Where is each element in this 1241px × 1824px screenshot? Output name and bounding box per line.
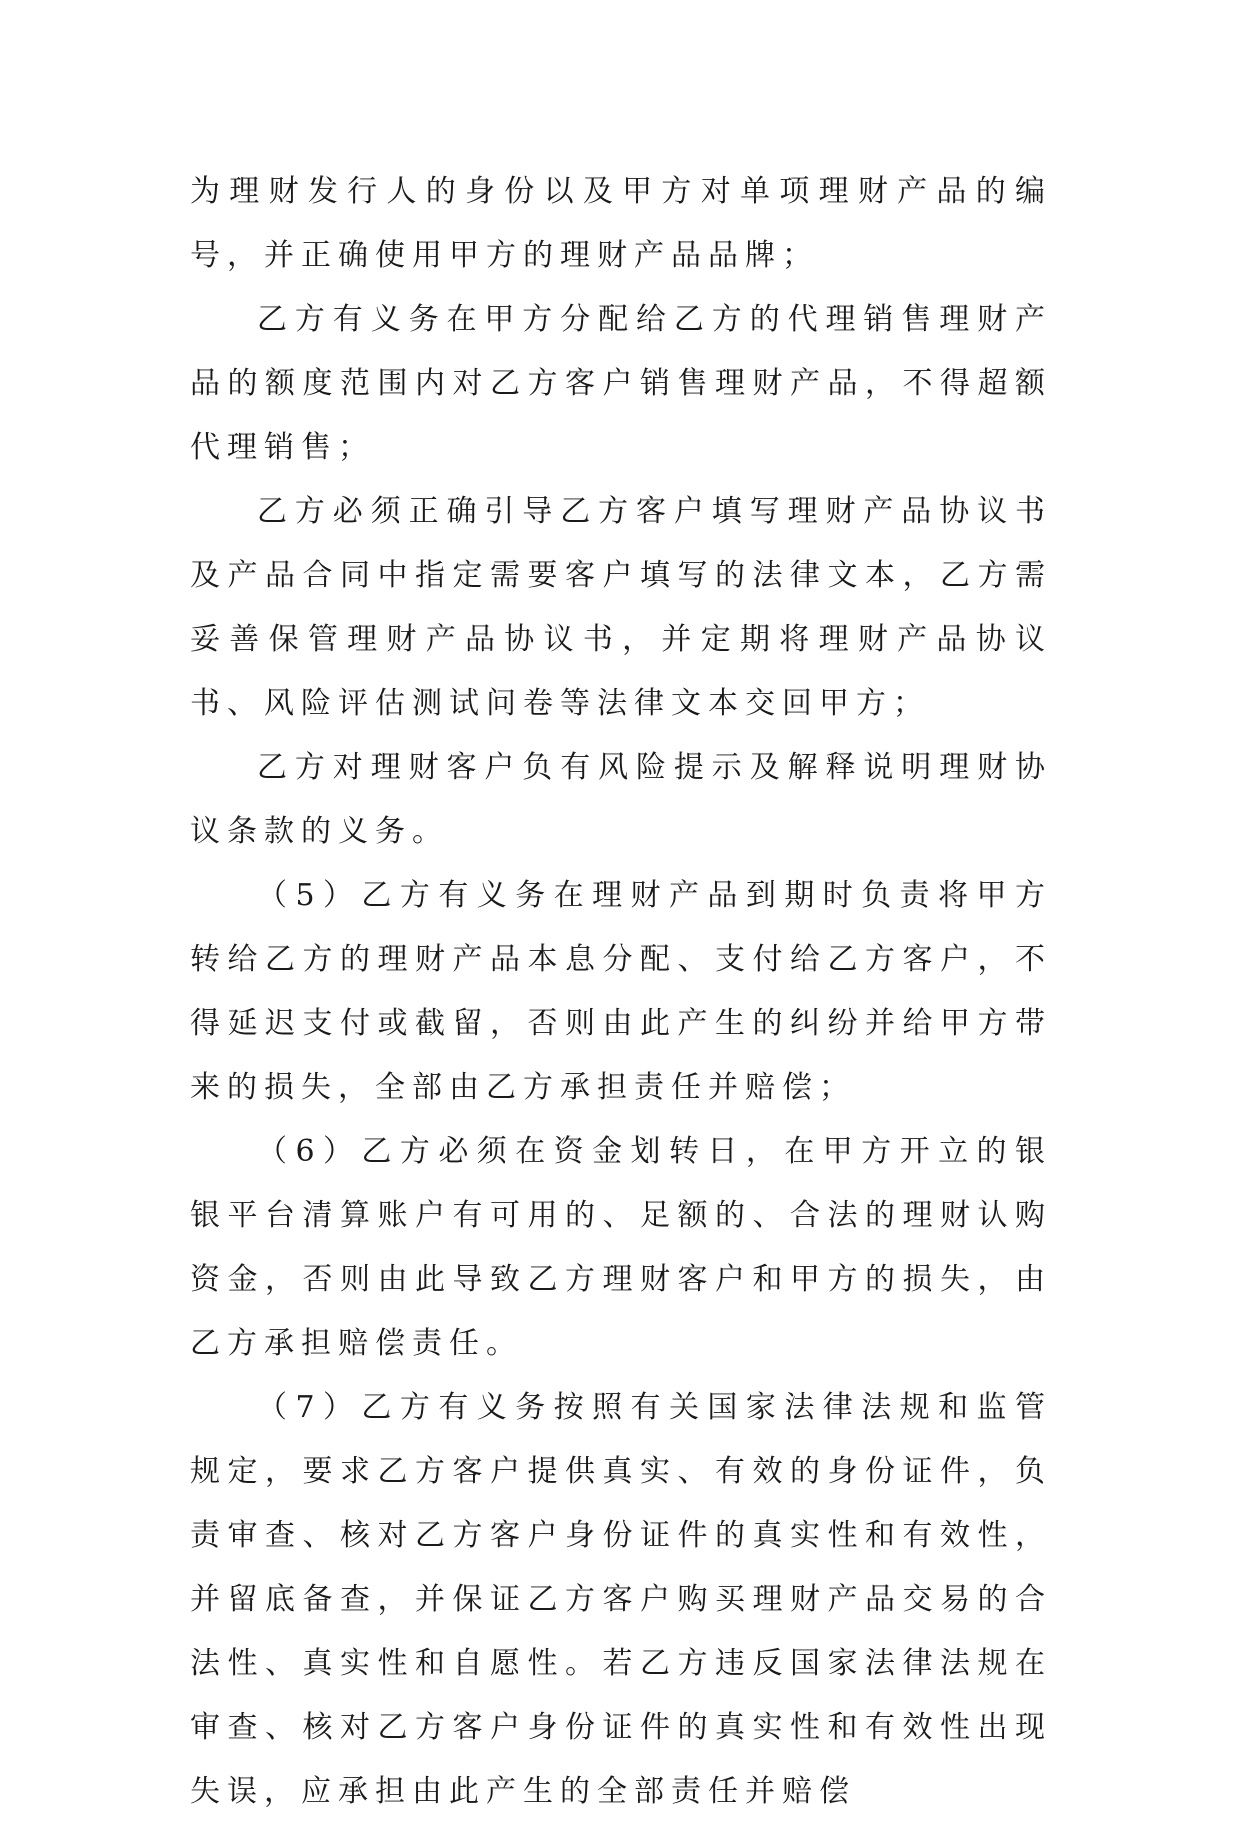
paragraph-clause-6: （6）乙方必须在资金划转日，在甲方开立的银银平台清算账户有可用的、足额的、合法的理财认购资金，否则由此导致乙方理财客户和甲方的损失，由乙方承担赔偿责任。 xyxy=(190,1134,1052,1361)
document-body xyxy=(190,160,1052,1824)
paragraph-legal-documents: 乙方必须正确引导乙方客户填写理财产品协议书及产品合同中指定需要客户填写的法律文本，乙方需妥善保管理财产品协议书，并定期将理财产品协议书、风险评估测试问卷等法律文本交回甲方； xyxy=(190,494,1052,721)
paragraph-clause-7: （7）乙方有义务按照有关国家法律法规和监管规定，要求乙方客户提供真实、有效的身份证件，负责审查、核对乙方客户身份证件的真实性和有效性，并留底备查，并保证乙方客户购买理财产品交易的合法性、真实性和自愿性。若乙方违反国家法律法规在审查、核对乙方客户身份证件的真实性和有效性出现失误，应承担由此产生的全部责任并赔偿 xyxy=(190,1390,1052,1809)
paragraph-risk-disclosure: 乙方对理财客户负有风险提示及解释说明理财协议条款的义务。 xyxy=(190,750,1052,849)
paragraph-continuation: 为理财发行人的身份以及甲方对单项理财产品的编号，并正确使用甲方的理财产品品牌； xyxy=(190,174,1052,273)
paragraph-clause-5: （5）乙方有义务在理财产品到期时负责将甲方转给乙方的理财产品本息分配、支付给乙方客户，不得延迟支付或截留，否则由此产生的纠纷并给甲方带来的损失，全部由乙方承担责任并赔偿； xyxy=(190,878,1052,1105)
paragraph-quota-obligation: 乙方有义务在甲方分配给乙方的代理销售理财产品的额度范围内对乙方客户销售理财产品，不得超额代理销售； xyxy=(190,302,1052,465)
